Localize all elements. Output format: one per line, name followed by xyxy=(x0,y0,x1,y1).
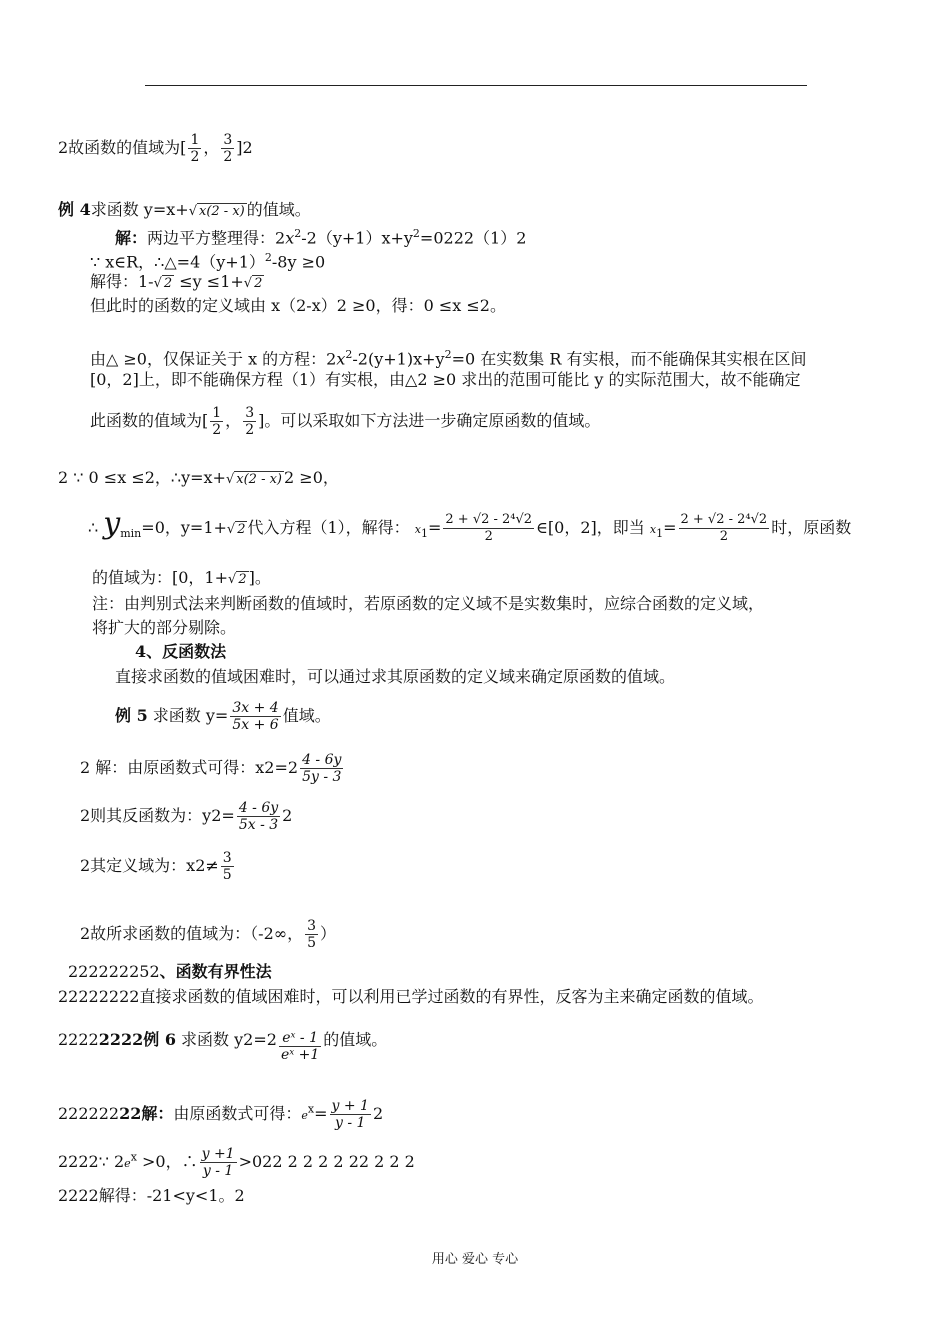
solution-5: 2 解：由原函数式可得：x2=2 $\frac{4 - 6y}{5y - 3}$ xyxy=(80,752,342,785)
page-footer: 用心 爱心 专心 xyxy=(431,1252,519,1267)
line-range-result: 2故函数的值域为[ $\frac{1}{2}$ ， $\frac{3}{2}$ ]2 xyxy=(58,132,253,165)
fraction: $\frac{3}{2}$ xyxy=(223,132,233,165)
section-heading-5: 222222252、函数有界性法 xyxy=(68,962,272,981)
inverse-line: 2则其反函数为：y2= $\frac{4 - 6y}{5x - 3}$ 2 xyxy=(80,800,293,833)
domain-line: 2其定义域为：x2≠ $\frac{3}{5}$ xyxy=(80,850,232,883)
section-4-desc: 直接求函数的值域困难时，可以通过求其原函数的定义域来确定原函数的值域。 xyxy=(115,667,676,686)
range-line: 的值域为：[0，1+√ 2 ]。 xyxy=(92,568,271,587)
solution-6: 22222222解：由原函数式可得：$e^x=$ $\frac{y + 1}{y - 1}$ 2 xyxy=(58,1098,384,1131)
example-6: 22222222例 6 求函数 y2=2 $\frac{\text{eˣ - 1}}{\text{eˣ +1}}$ 的值域。 xyxy=(58,1030,388,1063)
since-line-1: ∵ x∈R，$\therefore\triangle=4(y+1)^2-8y \ge 0$ xyxy=(90,251,326,272)
paragraph-line-2: [0，2]上，即不能确保方程（1）有实根，由△2 ≥0 求出的范围可能比 y 的实际范围大，故不能确定 xyxy=(90,370,801,389)
section-5-desc: 22222222直接求函数的值域困难时，可以利用已学过函数的有界性，反客为主来确定函数的值域。 xyxy=(58,987,764,1006)
header-rule xyxy=(145,85,807,86)
since-line-2: 2 ∵ 0 ≤x ≤2，∴y=x+√ x(2 - x) 2 ≥0， xyxy=(58,468,339,487)
domain-note: 但此时的函数的定义域由 x（2-x）2 ≥0，得：0 ≤x ≤2。 xyxy=(90,296,506,315)
section-heading-4: 4、反函数法 xyxy=(135,642,227,661)
note-line-2: 将扩大的部分剔除。 xyxy=(92,618,237,637)
example-4: 例 4求函数 y=x+√ x(2 - x) 的值域。 xyxy=(58,200,311,219)
since-line-6: 2222∵ $2e^x >0$，∴ $\frac{y +1}{y - 1}$ >022 2 2 2 2 22 2 2 2 xyxy=(58,1146,415,1179)
paragraph-line-3: 此函数的值域为[ $\frac{1}{2}$ ， $\frac{3}{2}$ ]。可以采取如下方法进一步确定原函数的值域。 xyxy=(90,405,601,438)
result-5: 2故所求函数的值域为：（-2∞， $\frac{3}{5}$ ） xyxy=(80,918,337,951)
paragraph-line-1: 由△ ≥0，仅保证关于 x 的方程：$2x^2-2(y+1)x+y^2=0$ 在实数集 R 有实根，而不能确保其实根在区间 xyxy=(90,348,807,369)
ymin-line: ∴ $y_{min}=0$，y=1+√ 2 代入方程（1），解得： $x_1=$ $\frac{\text{2 + √2 - 2⁴√2}}{2}$ ∈[0，2]，即当 $x_1=$ $\frac{\text{2 + √2 - 2⁴√2}}{2}$ 时，原函数 xyxy=(88,506,852,544)
final-line: 2222解得：-21<y<1。2 xyxy=(58,1186,245,1205)
note-line-1: 注：由判别式法来判断函数的值域时，若原函数的定义域不是实数集时，应综合函数的定义域， xyxy=(92,594,765,613)
example-5: 例 5 求函数 y= $\frac{3x + 4}{5x + 6}$ 值域。 xyxy=(115,700,331,733)
solve-line-1: 解得：1-√ 2 ≤y ≤1+√ 2 xyxy=(90,272,263,291)
solution-4: 解：两边平方整理得：$2x^2-2(y+1)x+y^2=0222(1)2$ xyxy=(115,227,527,248)
fraction: $\frac{1}{2}$ xyxy=(190,132,200,165)
